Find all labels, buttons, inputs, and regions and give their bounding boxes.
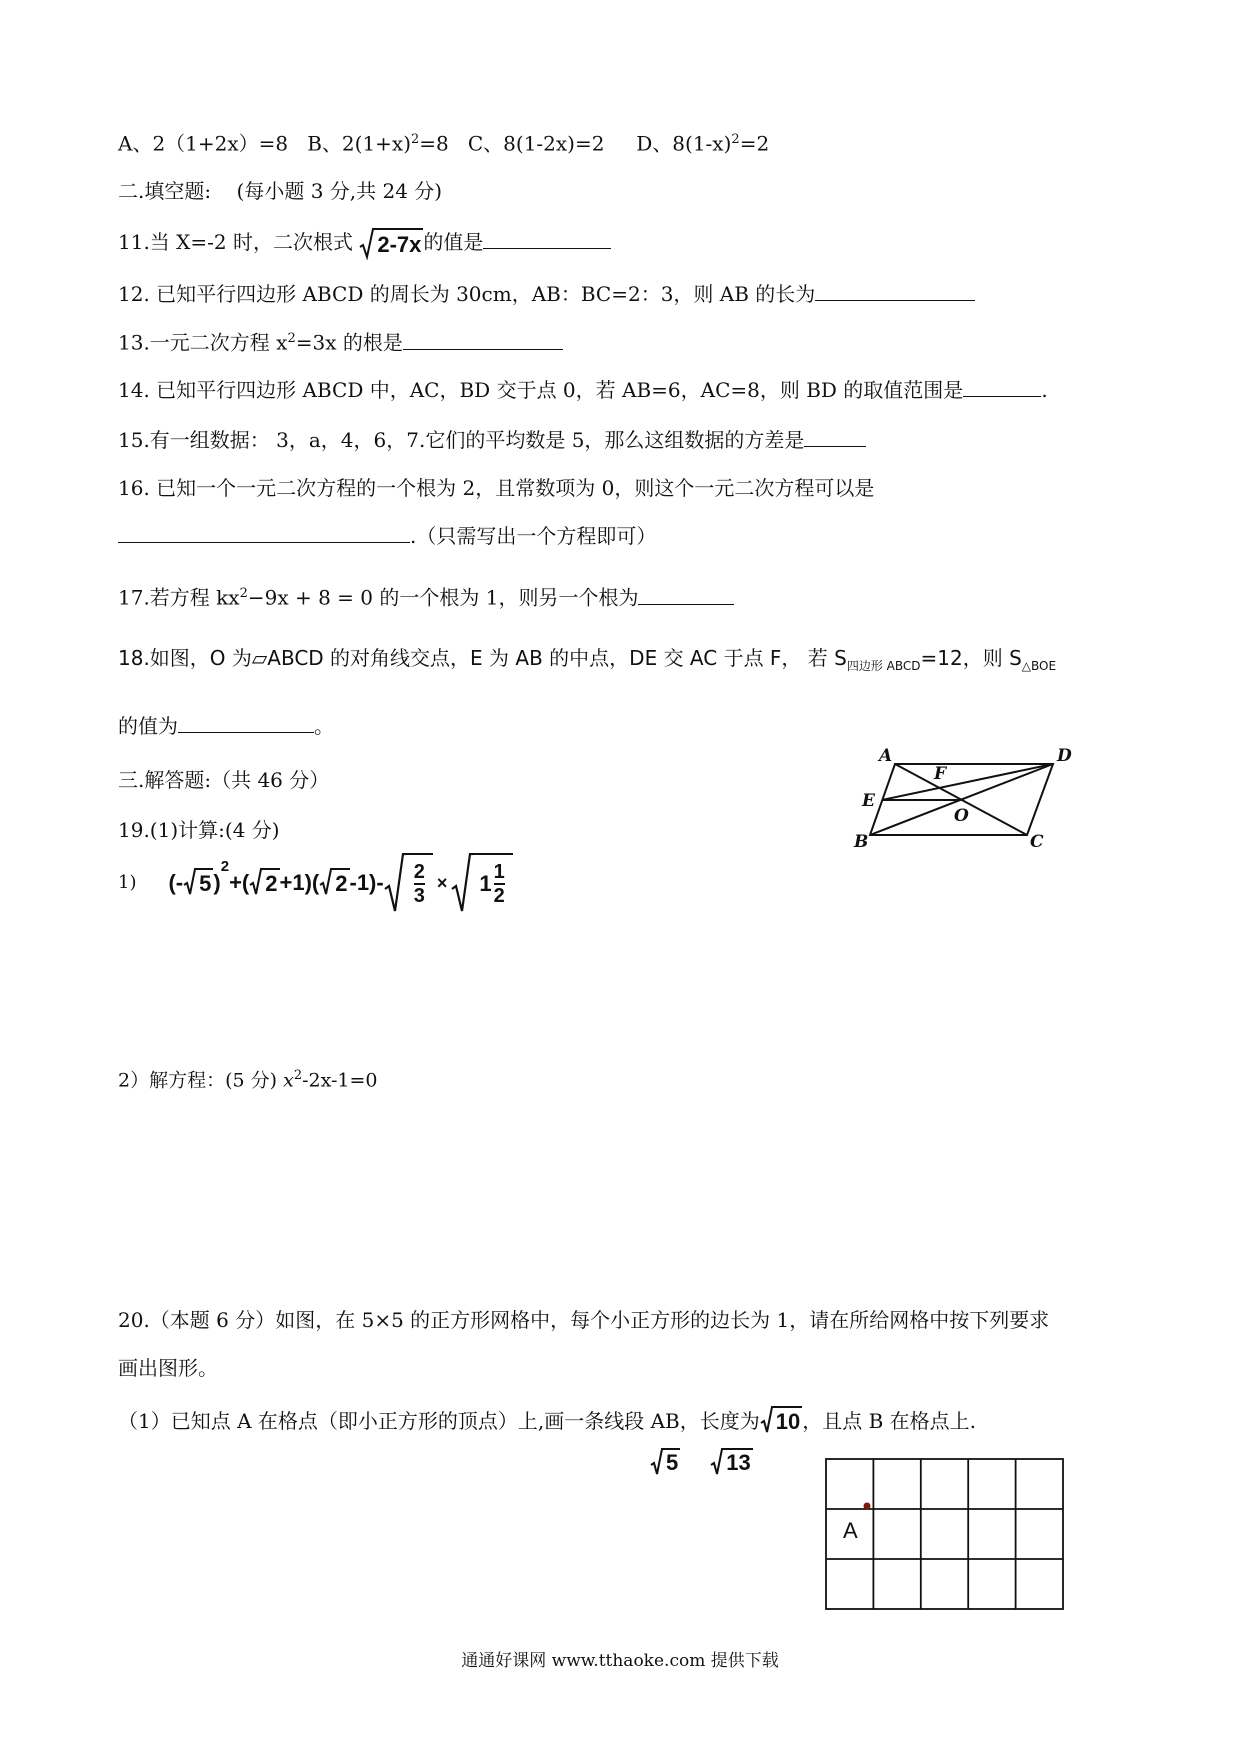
- q19-equation-x: x: [283, 1069, 294, 1092]
- q17-square: 2: [239, 586, 248, 601]
- fraction-denominator: 2: [493, 885, 505, 907]
- question-14: [118, 374, 1048, 404]
- q13-text-end: =3x 的根是: [295, 330, 403, 355]
- q13-text: 13.一元二次方程 x: [118, 330, 288, 355]
- answer-blank-13[interactable]: [403, 327, 563, 350]
- section-3-title: 三.解答题:（共 46 分）: [118, 768, 330, 792]
- q19-equation-square: 2: [293, 1068, 303, 1083]
- q20-text-2: 画出图形。: [118, 1356, 218, 1380]
- expr-close: ): [213, 870, 221, 895]
- question-17: [118, 580, 734, 612]
- question-11: [118, 226, 611, 260]
- q17-text: 17.若方程 kx: [118, 585, 240, 610]
- q18-text-end: 。: [314, 714, 334, 738]
- question-18: [118, 644, 1056, 680]
- q20-part1-text-end: ，且点 B 在格点上.: [802, 1409, 977, 1433]
- q13-square: 2: [287, 331, 296, 346]
- answer-blank-12[interactable]: [815, 278, 975, 301]
- question-16: [118, 474, 874, 502]
- radicand-13-side: 13: [726, 1450, 751, 1475]
- q16-text-end: .（只需写出一个方程即可）: [410, 524, 657, 548]
- radical-sign-icon: [710, 1448, 724, 1476]
- sqrt-2-b: [319, 868, 349, 898]
- question-15: [118, 424, 866, 454]
- q18-text-2: 的值为: [118, 714, 178, 738]
- square-grid[interactable]: [825, 1458, 1065, 1614]
- mixed-whole: 1: [479, 871, 492, 896]
- label-c: C: [1030, 832, 1044, 850]
- expr-plus-open: +(: [229, 870, 250, 895]
- option-a: A、2（1+2x）=8: [118, 131, 289, 156]
- q20-part1-text: （1）已知点 A 在格点（即小正方形的顶点）上,画一条线段 AB，长度为: [118, 1409, 760, 1433]
- question-20: [118, 1306, 1049, 1334]
- fraction-two-thirds: [414, 861, 425, 907]
- question-12: [118, 278, 975, 308]
- fraction-denominator: 3: [413, 885, 425, 907]
- sqrt-5-side: [650, 1448, 680, 1476]
- label-a: A: [879, 746, 893, 766]
- sqrt-2-a: [249, 868, 279, 898]
- q18-text: 18.如图，O 为▱ABCD 的对角线交点，E 为 AB 的中点，DE 交 AC 于点 F， 若 S: [118, 646, 847, 670]
- question-16-line2: [118, 520, 656, 550]
- option-d-square: 2: [731, 132, 740, 147]
- q17-text-end: −9x + 8 = 0 的一个根为 1，则另一个根为: [247, 585, 639, 610]
- fraction-one-half: [494, 861, 505, 907]
- radicand-2-a: 2: [263, 868, 279, 898]
- q19-part2: [118, 1062, 378, 1094]
- answer-blank-15[interactable]: [804, 424, 866, 447]
- answer-blank-17[interactable]: [638, 582, 734, 605]
- q16-text: 16. 已知一个一元二次方程的一个根为 2，且常数项为 0，则这个一元二次方程可以是: [118, 476, 875, 500]
- radicand-5-side: 5: [666, 1450, 679, 1475]
- q18-subscript-triangle: △BOE: [1021, 659, 1057, 673]
- side-radicals: [650, 1448, 753, 1476]
- q11-radicand: 2-7x: [375, 228, 423, 260]
- sqrt-two-thirds: [384, 853, 433, 913]
- question-20-part1: [118, 1406, 976, 1436]
- radical-sign-icon: [183, 868, 197, 896]
- answer-blank-11[interactable]: [483, 226, 611, 249]
- section-3-heading: [118, 766, 329, 794]
- option-b-square: 2: [411, 132, 420, 147]
- radical-sign-icon: [451, 853, 473, 913]
- q11-radical: [359, 228, 423, 260]
- expr-open: (-: [168, 870, 184, 895]
- point-a-dot: [864, 1503, 871, 1510]
- section-2-note: (每小题 3 分,共 24 分): [236, 179, 443, 203]
- radical-sign-icon: [249, 868, 263, 896]
- radical-sign-icon: [384, 853, 406, 913]
- radicand-2-b: 2: [333, 868, 349, 898]
- q11-text-end: 的值是: [423, 230, 484, 254]
- answer-blank-14[interactable]: [963, 374, 1041, 397]
- fraction-numerator: 2: [413, 861, 425, 883]
- radicand-5: 5: [197, 868, 213, 898]
- q19-title: 19.(1)计算:(4 分): [118, 818, 280, 842]
- sqrt-one-and-half: [451, 853, 512, 913]
- label-b: B: [854, 832, 869, 850]
- times-sign: ×: [436, 873, 448, 893]
- answer-blank-16[interactable]: [118, 520, 410, 543]
- label-f: F: [934, 764, 947, 784]
- option-d-post: =2: [739, 131, 770, 156]
- q19-part1: [118, 852, 513, 914]
- radical-sign-icon: [650, 1448, 664, 1476]
- page-footer: 通通好课网 www.tthaoke.com 提供下载: [461, 1651, 779, 1671]
- radical-sign-icon: [319, 868, 333, 896]
- q19-equation-rest: -2x-1=0: [302, 1069, 378, 1092]
- expr-minus: -1)-: [349, 870, 384, 895]
- sqrt-5: [183, 868, 213, 898]
- radicand-10: 10: [774, 1406, 802, 1436]
- q15-text: 15.有一组数据： 3，a，4，6，7.它们的平均数是 5，那么这组数据的方差是: [118, 428, 805, 452]
- option-d-pre: D、8(1-x): [636, 131, 732, 156]
- q18-subscript-area: 四边形 ABCD: [846, 659, 921, 673]
- q14-text: 14. 已知平行四边形 ABCD 中，AC，BD 交于点 0，若 AB=6，AC=8，则 BD 的取值范围是: [118, 378, 964, 402]
- question-20-line2: [118, 1354, 218, 1382]
- q19-part2-text: 2）解方程：(5 分): [118, 1069, 278, 1092]
- label-e: E: [862, 791, 875, 811]
- option-c: C、8(1-2x)=2: [467, 131, 605, 156]
- q14-period: .: [1041, 378, 1048, 402]
- q18-text-mid: =12，则 S: [920, 646, 1022, 670]
- radical-sign-icon: [359, 228, 375, 260]
- q10-options: [118, 126, 769, 158]
- q12-text: 12. 已知平行四边形 ABCD 的周长为 30cm，AB：BC=2：3，则 AB 的长为: [118, 282, 816, 306]
- q20-text: 20.（本题 6 分）如图，在 5×5 的正方形网格中，每个小正方形的边长为 1，请在所给网格中按下列要求: [118, 1308, 1050, 1332]
- sqrt-13-side: [710, 1448, 752, 1476]
- radical-sign-icon: [760, 1406, 774, 1434]
- sqrt-10: [760, 1406, 802, 1436]
- answer-blank-18[interactable]: [178, 710, 314, 733]
- question-13: [118, 325, 563, 357]
- expr-square: 2: [220, 858, 230, 875]
- q11-text: 11.当 X=-2 时，二次根式: [118, 230, 353, 254]
- fraction-numerator: 1: [493, 861, 505, 883]
- label-o: O: [954, 806, 969, 826]
- q19-expression: [168, 853, 512, 913]
- label-d: D: [1057, 746, 1072, 766]
- segment-de: [882, 764, 1053, 800]
- grid-label-a: A: [843, 1518, 858, 1543]
- section-2-heading: [118, 177, 442, 205]
- q19-part1-label: 1): [118, 872, 137, 893]
- question-18-line2: [118, 710, 334, 740]
- question-19-title: [118, 816, 280, 844]
- expr-plus-one: +1)(: [279, 870, 320, 895]
- option-b-pre: B、2(1+x): [307, 131, 412, 156]
- section-2-title: 二.填空题:: [118, 179, 212, 203]
- parallelogram-figure: [845, 745, 1080, 850]
- option-b-post: =8: [419, 131, 449, 156]
